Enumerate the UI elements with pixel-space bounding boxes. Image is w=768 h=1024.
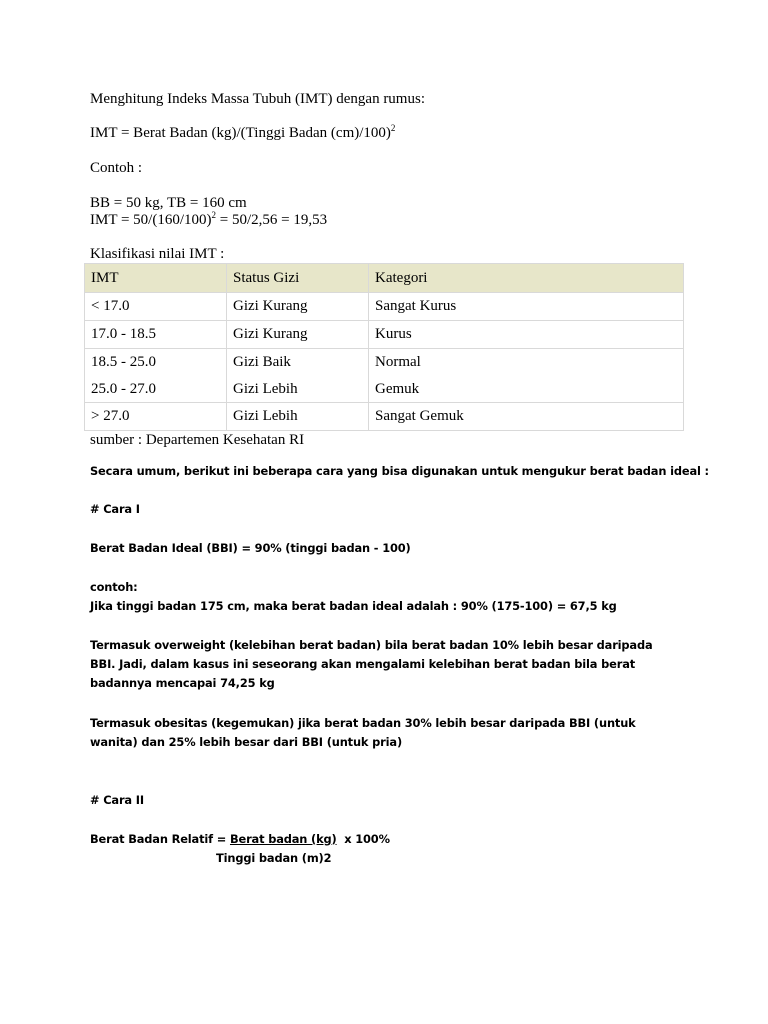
imt-formula-text: IMT = Berat Badan (kg)/(Tinggi Badan (cm)/100)	[90, 125, 391, 141]
example-line-1: BB = 50 kg, TB = 160 cm	[90, 195, 247, 211]
example-line-2-exponent: 2	[211, 210, 217, 220]
table-header-status: Status Gizi	[227, 264, 369, 293]
cara-1-formula: Berat Badan Ideal (BBI) = 90% (tinggi badan - 100)	[90, 541, 411, 555]
cara-2-formula	[90, 830, 390, 849]
example-label: Contoh :	[90, 160, 143, 176]
cara-1-overweight: Termasuk overweight (kelebihan berat badan) bila berat badan 10% lebih besar daripada BBI. Jadi, dalam kasus ini seseorang akan mengalami kelebihan berat badan bila berat badannya mencapai 74,25 kg	[90, 638, 653, 690]
table-row	[85, 349, 684, 377]
cara-1-example-label: contoh:	[90, 580, 138, 594]
table-row	[85, 403, 684, 431]
imt-classification-table	[84, 263, 684, 431]
table-row	[85, 293, 684, 321]
cara-1-example: Jika tinggi badan 175 cm, maka berat badan ideal adalah : 90% (175-100) = 67,5 kg	[90, 599, 617, 613]
table-cell: Gizi Baik	[227, 349, 369, 377]
general-intro: Secara umum, berikut ini beberapa cara yang bisa digunakan untuk mengukur berat badan ideal :	[90, 464, 709, 478]
table-cell: Normal	[369, 349, 684, 377]
source-note: sumber : Departemen Kesehatan RI	[90, 432, 305, 448]
table-cell: Sangat Gemuk	[369, 403, 684, 431]
table-cell: > 27.0	[85, 403, 227, 431]
cara-2-heading: # Cara II	[90, 793, 144, 807]
table-cell: Gizi Kurang	[227, 321, 369, 349]
table-cell: 17.0 - 18.5	[85, 321, 227, 349]
table-cell: 18.5 - 25.0	[85, 349, 227, 377]
table-header-category: Kategori	[369, 264, 684, 293]
cara-1-heading: # Cara I	[90, 502, 140, 516]
example-line-2-before: IMT = 50/(160/100)	[90, 212, 212, 228]
table-cell: Sangat Kurus	[369, 293, 684, 321]
intro-text: Menghitung Indeks Massa Tubuh (IMT) dengan rumus:	[90, 91, 425, 107]
table-cell: 25.0 - 27.0	[85, 376, 227, 403]
table-cell: Gemuk	[369, 376, 684, 403]
table-row	[85, 321, 684, 349]
table-row	[85, 376, 684, 403]
table-cell: < 17.0	[85, 293, 227, 321]
imt-formula-exponent: 2	[390, 123, 396, 133]
table-cell: Gizi Kurang	[227, 293, 369, 321]
cara-1-obesity: Termasuk obesitas (kegemukan) jika berat badan 30% lebih besar daripada BBI (untuk wanita) dan 25% lebih besar dari BBI (untuk pria)	[90, 716, 636, 749]
example-line-2-after: = 50/2,56 = 19,53	[216, 212, 328, 228]
imt-formula	[90, 125, 395, 142]
example-line-2	[90, 212, 327, 229]
classification-label: Klasifikasi nilai IMT :	[90, 246, 225, 262]
cara-2-formula-label: Berat Badan Relatif =	[90, 832, 230, 846]
cara-2-numerator: Berat badan (kg)	[229, 832, 337, 846]
table-cell: Gizi Lebih	[227, 376, 369, 403]
table-header-row	[85, 264, 684, 293]
cara-2-multiplier: x 100%	[336, 832, 390, 846]
cara-2-denominator: Tinggi badan (m)2	[216, 851, 332, 865]
table-cell: Kurus	[369, 321, 684, 349]
table-cell: Gizi Lebih	[227, 403, 369, 431]
table-header-imt: IMT	[85, 264, 227, 293]
